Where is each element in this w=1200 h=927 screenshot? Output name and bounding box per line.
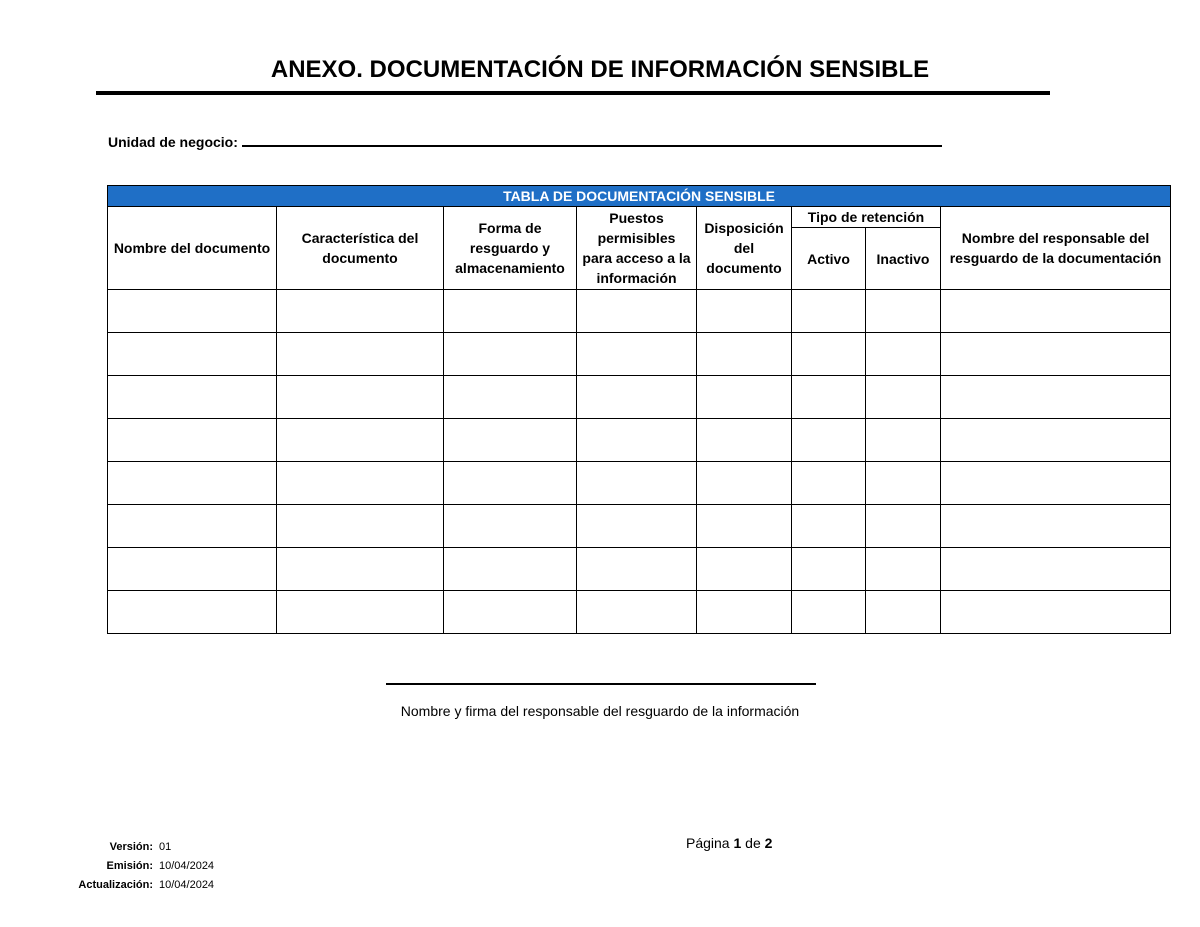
table-cell[interactable] bbox=[108, 376, 277, 419]
meta-actualizacion-value: 10/04/2024 bbox=[159, 879, 215, 891]
table-cell[interactable] bbox=[444, 333, 577, 376]
table-cell[interactable] bbox=[577, 548, 697, 591]
table-row bbox=[108, 548, 1171, 591]
table-cell[interactable] bbox=[941, 548, 1171, 591]
table-cell[interactable] bbox=[941, 419, 1171, 462]
table-cell[interactable] bbox=[697, 333, 792, 376]
signature-line[interactable] bbox=[386, 683, 816, 685]
table-cell[interactable] bbox=[277, 419, 444, 462]
meta-emision-row bbox=[40, 857, 214, 876]
table-cell[interactable] bbox=[697, 290, 792, 333]
table-cell[interactable] bbox=[577, 333, 697, 376]
table-cell[interactable] bbox=[444, 591, 577, 634]
table-cell[interactable] bbox=[444, 548, 577, 591]
table-cell[interactable] bbox=[577, 419, 697, 462]
page-number bbox=[686, 835, 772, 851]
table-cell[interactable] bbox=[792, 419, 866, 462]
table-cell[interactable] bbox=[444, 290, 577, 333]
table-row bbox=[108, 333, 1171, 376]
meta-actualizacion-row bbox=[40, 876, 214, 895]
table-cell[interactable] bbox=[277, 290, 444, 333]
table-cell[interactable] bbox=[697, 548, 792, 591]
table-cell[interactable] bbox=[277, 333, 444, 376]
table-cell[interactable] bbox=[866, 333, 941, 376]
table-cell[interactable] bbox=[277, 548, 444, 591]
page-total: 2 bbox=[764, 835, 773, 851]
sensitive-documentation-table bbox=[107, 185, 1171, 634]
table-cell[interactable] bbox=[792, 333, 866, 376]
table-row bbox=[108, 591, 1171, 634]
table-cell[interactable] bbox=[941, 462, 1171, 505]
table-row bbox=[108, 290, 1171, 333]
table-cell[interactable] bbox=[792, 505, 866, 548]
header-responsable: Nombre del responsable del resguardo de la documentación bbox=[941, 207, 1171, 290]
table-cell[interactable] bbox=[941, 591, 1171, 634]
table-cell[interactable] bbox=[866, 419, 941, 462]
table-row bbox=[108, 462, 1171, 505]
document-metadata bbox=[40, 838, 214, 895]
business-unit-label: Unidad de negocio: bbox=[108, 134, 238, 150]
table-cell[interactable] bbox=[108, 548, 277, 591]
table-cell[interactable] bbox=[866, 548, 941, 591]
business-unit-field bbox=[108, 133, 942, 150]
table-cell[interactable] bbox=[577, 462, 697, 505]
meta-actualizacion-label: Actualización: bbox=[78, 879, 153, 891]
table-row bbox=[108, 505, 1171, 548]
table-cell[interactable] bbox=[866, 376, 941, 419]
table-band-title: TABLA DE DOCUMENTACIÓN SENSIBLE bbox=[108, 186, 1171, 207]
table-cell[interactable] bbox=[108, 333, 277, 376]
header-nombre: Nombre del documento bbox=[108, 207, 277, 290]
table-cell[interactable] bbox=[941, 290, 1171, 333]
table-cell[interactable] bbox=[108, 419, 277, 462]
table-cell[interactable] bbox=[577, 591, 697, 634]
table-cell[interactable] bbox=[792, 376, 866, 419]
table-cell[interactable] bbox=[444, 376, 577, 419]
title-rule bbox=[96, 91, 1050, 95]
table-cell[interactable] bbox=[577, 290, 697, 333]
table-cell[interactable] bbox=[697, 505, 792, 548]
table-cell[interactable] bbox=[444, 462, 577, 505]
meta-version-value: 01 bbox=[159, 841, 172, 853]
table-cell[interactable] bbox=[697, 419, 792, 462]
table-cell[interactable] bbox=[697, 376, 792, 419]
table-cell[interactable] bbox=[941, 376, 1171, 419]
table-cell[interactable] bbox=[277, 376, 444, 419]
table-row bbox=[108, 419, 1171, 462]
table-cell[interactable] bbox=[792, 462, 866, 505]
header-activo: Activo bbox=[792, 228, 866, 290]
header-retencion: Tipo de retención bbox=[792, 207, 941, 228]
table-row bbox=[108, 376, 1171, 419]
table-cell[interactable] bbox=[577, 505, 697, 548]
meta-version-row bbox=[40, 838, 214, 857]
table-cell[interactable] bbox=[277, 505, 444, 548]
table-cell[interactable] bbox=[444, 505, 577, 548]
table-cell[interactable] bbox=[697, 591, 792, 634]
table-cell[interactable] bbox=[444, 419, 577, 462]
table-cell[interactable] bbox=[941, 333, 1171, 376]
table-cell[interactable] bbox=[792, 591, 866, 634]
signature-label: Nombre y firma del responsable del resguardo de la información bbox=[400, 703, 800, 719]
table-cell[interactable] bbox=[577, 376, 697, 419]
page-prefix: Página bbox=[686, 835, 730, 851]
meta-emision-label: Emisión: bbox=[106, 860, 153, 872]
table-cell[interactable] bbox=[277, 462, 444, 505]
header-inactivo: Inactivo bbox=[866, 228, 941, 290]
table-cell[interactable] bbox=[697, 462, 792, 505]
table-cell[interactable] bbox=[108, 290, 277, 333]
table-cell[interactable] bbox=[792, 290, 866, 333]
meta-version-label: Versión: bbox=[109, 841, 153, 853]
table-cell[interactable] bbox=[866, 591, 941, 634]
table-cell[interactable] bbox=[108, 591, 277, 634]
meta-emision-value: 10/04/2024 bbox=[159, 860, 215, 872]
header-disposicion: Disposición del documento bbox=[697, 207, 792, 290]
table-cell[interactable] bbox=[792, 548, 866, 591]
table-body bbox=[108, 290, 1171, 634]
table-cell[interactable] bbox=[866, 505, 941, 548]
header-puestos: Puestos permisibles para acceso a la información bbox=[577, 207, 697, 290]
page-title: ANEXO. DOCUMENTACIÓN DE INFORMACIÓN SENSIBLE bbox=[270, 56, 930, 83]
table-cell[interactable] bbox=[866, 290, 941, 333]
table-cell[interactable] bbox=[941, 505, 1171, 548]
page-of: de bbox=[745, 835, 761, 851]
header-caracteristica: Característica del documento bbox=[277, 207, 444, 290]
header-forma: Forma de resguardo y almacenamiento bbox=[444, 207, 577, 290]
table-cell[interactable] bbox=[108, 505, 277, 548]
table-cell[interactable] bbox=[108, 462, 277, 505]
table-cell[interactable] bbox=[277, 591, 444, 634]
page-current: 1 bbox=[733, 835, 742, 851]
business-unit-blank-line[interactable] bbox=[242, 133, 942, 147]
table-cell[interactable] bbox=[866, 462, 941, 505]
